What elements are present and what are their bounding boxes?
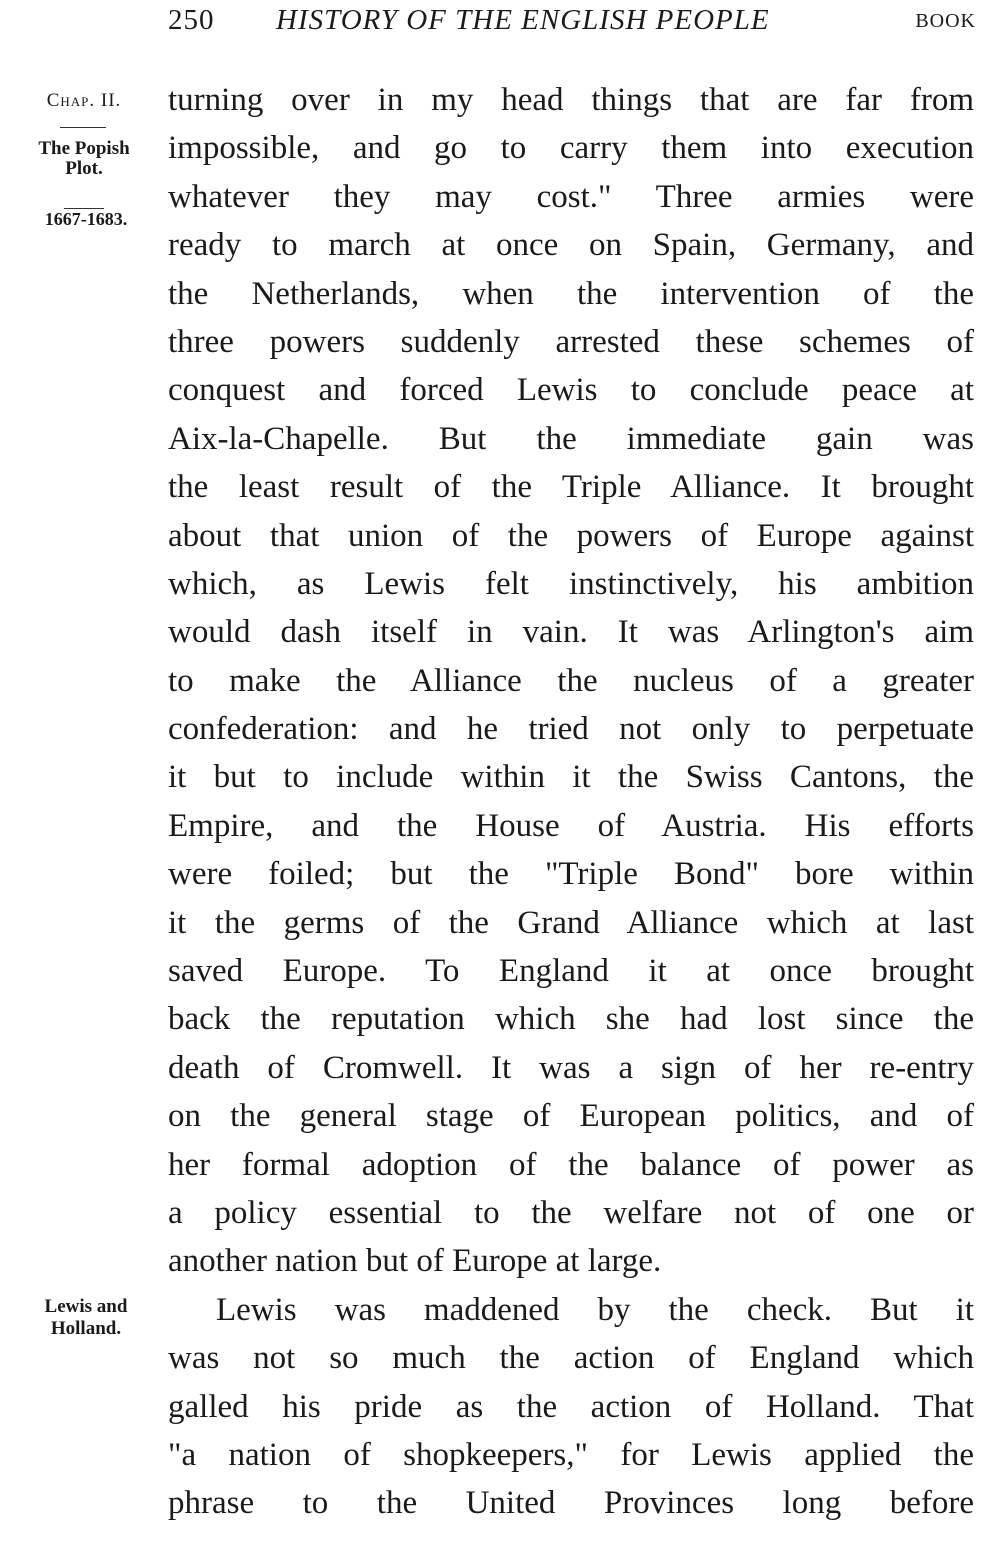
running-head xyxy=(168,4,976,44)
text-line: a policy essential to the welfare not of one or xyxy=(168,1194,974,1231)
text-line: the Netherlands, when the intervention of the xyxy=(168,275,974,312)
text-line: galled his pride as the action of Holland. That xyxy=(168,1388,974,1425)
text-line: turning over in my head things that are far from xyxy=(168,82,974,118)
text-line: was not so much the action of England which xyxy=(168,1340,974,1377)
text-line: to make the Alliance the nucleus of a greater xyxy=(168,662,974,699)
book-label: BOOK xyxy=(915,10,976,32)
topic-sidenote-line: Holland. xyxy=(50,1318,122,1339)
paragraph-end-line: another nation but of Europe at large. xyxy=(168,1243,662,1280)
text-line: phrase to the United Provinces long before xyxy=(168,1485,974,1522)
body-text xyxy=(168,76,974,1528)
sidenote-rule xyxy=(60,127,106,128)
text-line: about that union of the powers of Europe against xyxy=(168,517,974,554)
text-line: the least result of the Triple Alliance. It brought xyxy=(168,469,974,506)
text-line: would dash itself in vain. It was Arlington's aim xyxy=(168,614,974,651)
text-line: it but to include within it the Swiss Cantons, the xyxy=(168,759,974,796)
text-line: her formal adoption of the balance of power as xyxy=(168,1146,974,1183)
text-line: saved Europe. To England it at once brought xyxy=(168,953,974,990)
text-line: were foiled; but the "Triple Bond" bore within xyxy=(168,856,974,893)
text-line: three powers suddenly arrested these schemes of xyxy=(168,323,974,360)
text-line: back the reputation which she had lost since the xyxy=(168,1001,974,1038)
topic-sidenote-line: The Popish xyxy=(38,138,130,159)
text-line: confederation: and he tried not only to perpetuate xyxy=(168,711,974,748)
topic-sidenote-line: Plot. xyxy=(65,158,103,179)
chapter-sidenote: Chap. II. xyxy=(46,90,122,111)
text-line: "a nation of shopkeepers," for Lewis applied the xyxy=(168,1436,974,1473)
text-line: on the general stage of European politics, and of xyxy=(168,1098,974,1135)
page-number: 250 xyxy=(168,4,215,36)
text-line: Empire, and the House of Austria. His efforts xyxy=(168,807,974,844)
text-line: which, as Lewis felt instinctively, his ambition xyxy=(168,565,974,602)
paragraph-start-line: Lewis was maddened by the check. But it xyxy=(216,1291,974,1328)
dates-sidenote: 1667-1683. xyxy=(44,209,128,229)
text-line: whatever they may cost." Three armies were xyxy=(168,178,974,215)
topic-sidenote-line: Lewis and xyxy=(44,1296,128,1317)
topic-sidenote-lewis-holland xyxy=(20,1296,152,1340)
text-line: death of Cromwell. It was a sign of her re-entry xyxy=(168,1049,974,1086)
text-line: Aix-la-Chapelle. But the immediate gain was xyxy=(168,420,974,457)
topic-sidenote xyxy=(18,139,150,179)
text-line: conquest and forced Lewis to conclude peace at xyxy=(168,372,974,409)
text-line: it the germs of the Grand Alliance which at last xyxy=(168,904,974,941)
text-line: ready to march at once on Spain, Germany, and xyxy=(168,227,974,264)
book-title: HISTORY OF THE ENGLISH PEOPLE xyxy=(276,4,770,36)
text-line: impossible, and go to carry them into execution xyxy=(168,130,974,167)
